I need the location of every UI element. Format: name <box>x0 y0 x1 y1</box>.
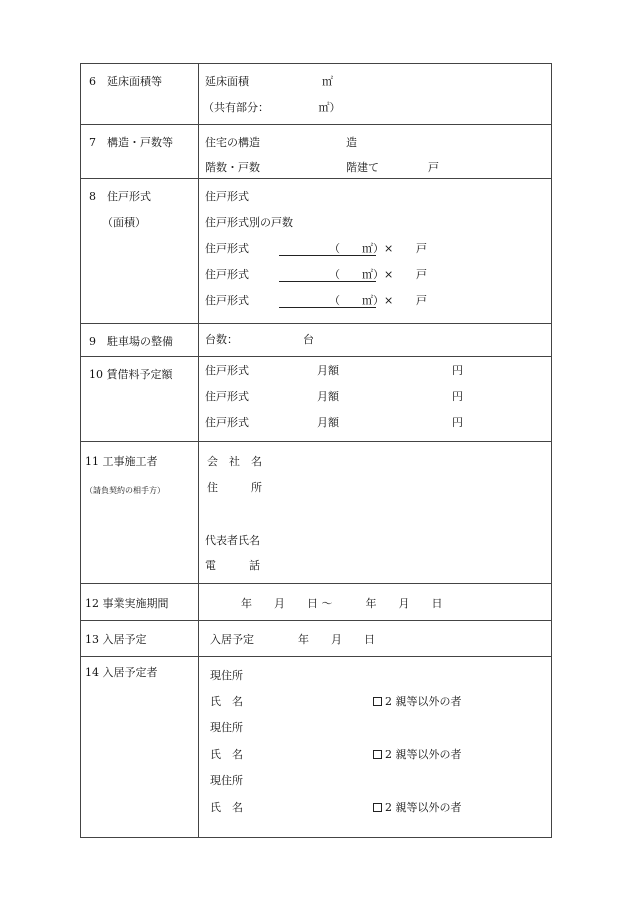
dwelling-row-area: （ ㎡）× <box>329 242 394 255</box>
row-label-cell <box>81 357 199 441</box>
project-period-dates: 年 月 日 〜 年 月 日 <box>241 597 443 610</box>
contractor-subheading: （請負契約の相手方） <box>85 486 165 495</box>
application-form-table <box>80 63 552 838</box>
phone-label: 電 話 <box>205 559 260 572</box>
resident-address: 現住所 <box>210 774 243 787</box>
structure-suffix: 造 <box>346 136 357 149</box>
row-content-cell <box>199 621 551 656</box>
resident-check-option[interactable] <box>373 748 462 761</box>
shared-area-text: （共有部分： ㎡） <box>203 101 341 114</box>
row-dwelling-type <box>81 179 551 324</box>
row-content-cell <box>199 584 551 620</box>
resident-address: 現住所 <box>210 721 243 734</box>
row-content-cell <box>199 125 551 178</box>
parking-heading: 9 駐車場の整備 <box>89 335 173 348</box>
checkbox-icon[interactable] <box>373 750 382 759</box>
address-label: 住 所 <box>207 481 262 494</box>
underline <box>279 281 376 282</box>
row-content-cell <box>199 324 551 356</box>
floor-area-label: 延床面積 <box>205 75 249 88</box>
checkbox-icon[interactable] <box>373 697 382 706</box>
resident-check-option[interactable] <box>373 801 462 814</box>
underline <box>279 255 376 256</box>
floor-area-unit: ㎡ <box>322 75 333 88</box>
resident-address: 現住所 <box>210 669 243 682</box>
units-suffix: 戸 <box>428 161 439 174</box>
dwelling-type-line: 住戸形式 <box>205 190 249 203</box>
rent-row-type: 住戸形式 <box>205 416 249 429</box>
structure-label: 住宅の構造 <box>205 136 260 149</box>
resident-name: 氏 名 <box>210 695 243 708</box>
dwelling-row-area: （ ㎡）× <box>329 268 394 281</box>
row-content-cell <box>199 179 551 323</box>
row-label-cell <box>81 584 199 620</box>
row-label-cell <box>81 64 199 124</box>
rent-row-monthly: 月額 <box>317 390 339 403</box>
move-in-heading: 13 入居予定 <box>85 633 147 646</box>
rent-row-yen: 円 <box>452 364 463 377</box>
floors-suffix: 階建て <box>346 161 379 174</box>
row-label-cell <box>81 125 199 178</box>
dwelling-row-unit: 戸 <box>416 268 427 281</box>
dwelling-row-area: （ ㎡）× <box>329 294 394 307</box>
dwelling-type-heading: 8 住戸形式 <box>89 190 151 203</box>
rent-heading: 10 賃借料予定額 <box>89 368 173 381</box>
rent-row-monthly: 月額 <box>317 364 339 377</box>
row-content-cell <box>199 442 551 583</box>
residents-heading: 14 入居予定者 <box>85 666 158 679</box>
dwelling-row-label: 住戸形式 <box>205 268 249 281</box>
parking-count-label: 台数： <box>205 333 238 346</box>
resident-name: 氏 名 <box>210 801 243 814</box>
dwelling-count-line: 住戸形式別の戸数 <box>205 216 293 229</box>
rent-row-yen: 円 <box>452 390 463 403</box>
row-contractor <box>81 442 551 584</box>
row-label-cell <box>81 621 199 656</box>
project-period-heading: 12 事業実施期間 <box>85 597 169 610</box>
rent-row-monthly: 月額 <box>317 416 339 429</box>
resident-check-label: 2 親等以外の者 <box>385 695 462 708</box>
row-content-cell <box>199 357 551 441</box>
row-structure <box>81 125 551 179</box>
row-content-cell <box>199 64 551 124</box>
row-residents <box>81 657 551 837</box>
contractor-heading: 11 工事施工者 <box>85 455 158 468</box>
row-move-in <box>81 621 551 657</box>
resident-name: 氏 名 <box>210 748 243 761</box>
company-name-label: 会 社 名 <box>207 455 262 468</box>
move-in-date: 入居予定 年 月 日 <box>210 633 375 646</box>
dwelling-row-label: 住戸形式 <box>205 294 249 307</box>
row-content-cell <box>199 657 551 837</box>
parking-unit: 台 <box>303 333 314 346</box>
row-label-cell <box>81 324 199 356</box>
representative-label: 代表者氏名 <box>205 534 260 547</box>
rent-row-type: 住戸形式 <box>205 390 249 403</box>
floor-area-heading: 6 延床面積等 <box>89 75 162 88</box>
row-label-cell <box>81 179 199 323</box>
dwelling-row-unit: 戸 <box>416 242 427 255</box>
rent-row-type: 住戸形式 <box>205 364 249 377</box>
row-floor-area <box>81 64 551 125</box>
row-project-period <box>81 584 551 621</box>
row-label-cell <box>81 657 199 837</box>
dwelling-row-label: 住戸形式 <box>205 242 249 255</box>
resident-check-label: 2 親等以外の者 <box>385 748 462 761</box>
underline <box>279 307 376 308</box>
dwelling-row-unit: 戸 <box>416 294 427 307</box>
row-label-cell <box>81 442 199 583</box>
checkbox-icon[interactable] <box>373 803 382 812</box>
dwelling-area-heading: （面積） <box>102 216 146 229</box>
floors-label: 階数・戸数 <box>205 161 260 174</box>
row-parking <box>81 324 551 357</box>
structure-heading: 7 構造・戸数等 <box>89 136 173 149</box>
row-rent <box>81 357 551 442</box>
resident-check-option[interactable] <box>373 695 462 708</box>
rent-row-yen: 円 <box>452 416 463 429</box>
resident-check-label: 2 親等以外の者 <box>385 801 462 814</box>
